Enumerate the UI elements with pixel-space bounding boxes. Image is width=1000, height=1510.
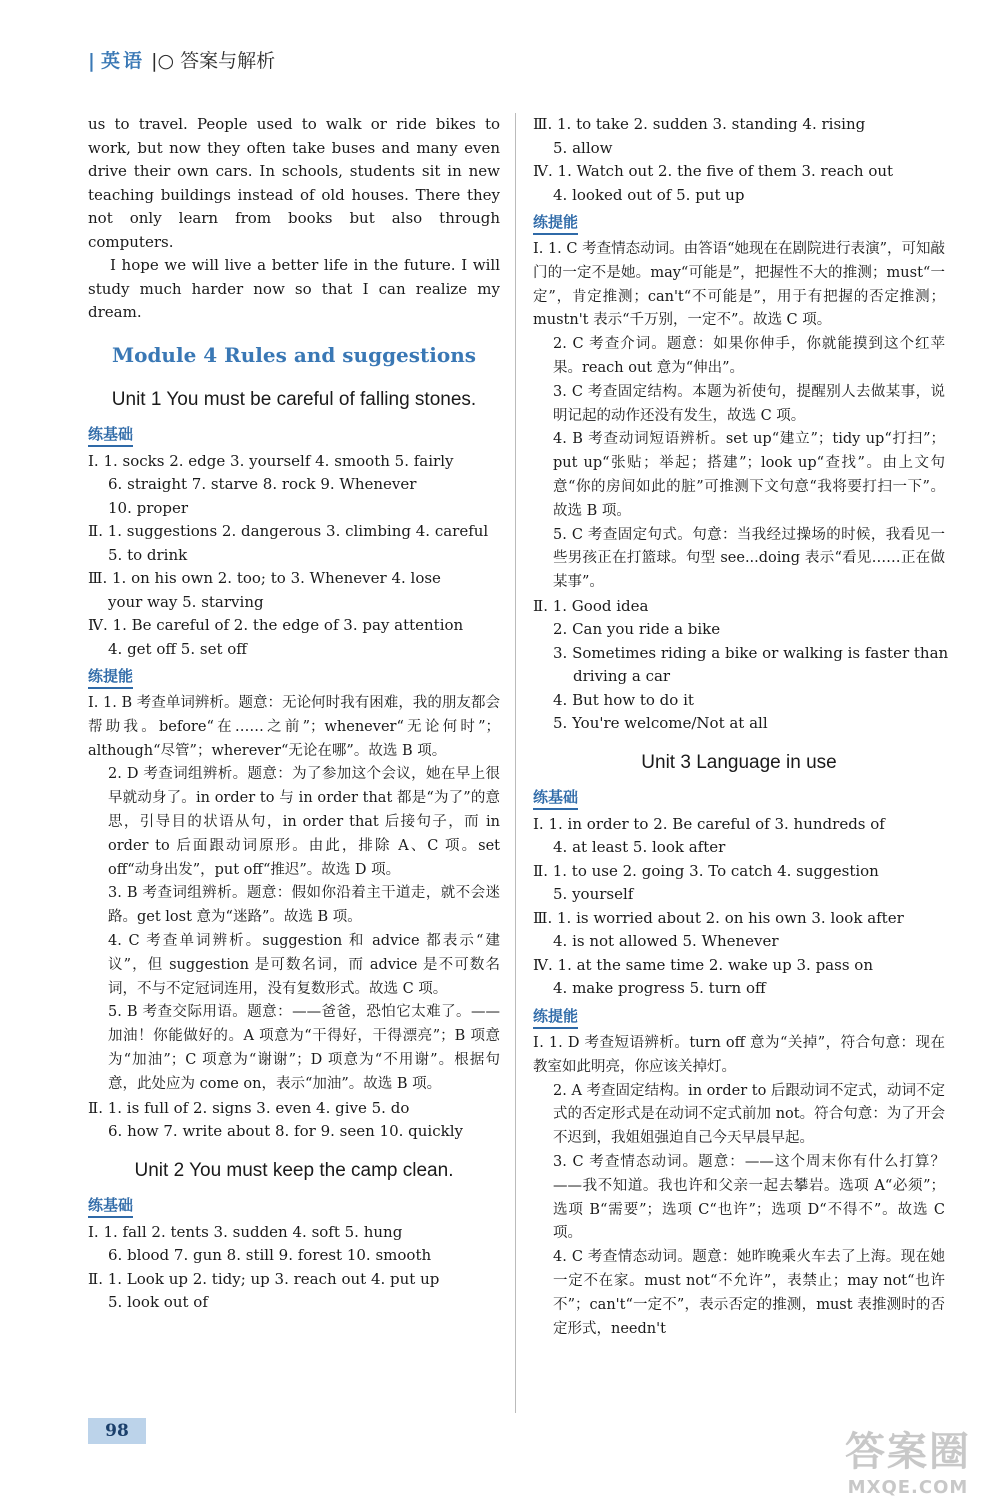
unit3-basic-answers [533, 813, 945, 1001]
answer-line: your way 5. starving [108, 592, 264, 611]
answer-line: 2. Can you ride a bike [553, 620, 721, 639]
unit2-skill-answers [533, 238, 949, 736]
answer-line: Ⅱ. 1. to use 2. going 3. To catch 4. suggestion [533, 861, 879, 880]
answer-line: 4. But how to do it [553, 690, 694, 709]
explanation: 5. C 考查固定句式。句意：当我经过操场的时候，我看见一些男孩正在打篮球。句型 see...doing 表示“看见……正在做某事”。 [553, 526, 945, 591]
answer-line: 4. looked out of 5. put up [553, 185, 745, 204]
answer-line: Ⅱ. 1. Good idea [533, 596, 649, 615]
answer-line: 4. make progress 5. turn off [553, 979, 766, 998]
essay-paragraph: I hope we will live a better life in the future. I will study much harder now so that I can realize my dream. [88, 256, 500, 321]
explanation: 2. C 考查介词。题意：如果你伸手，你就能摸到这个红苹果。reach out 意为“伸出”。 [553, 336, 945, 376]
explanation: 3. B 考查词组辨析。题意：假如你沿着主干道走，就不会迷路。get lost 意为“迷路”。故选 B 项。 [108, 885, 500, 926]
page-number: 98 [88, 1418, 146, 1444]
answer-line: Ⅳ. 1. Watch out 2. the five of them 3. reach out [533, 162, 894, 180]
answer-line: 5. allow [553, 138, 613, 157]
unit1-basic-answers [88, 450, 500, 662]
explanation: 2. A 考查固定结构。in order to 后跟动词不定式，动词不定式的否定形式是在动词不定式前加 not。符合句意：为了开会不迟到，我姐姐强迫自己今天早晨早起。 [553, 1082, 945, 1147]
unit2-title: Unit 2 You must keep the camp clean. [134, 1159, 454, 1181]
answer-line: 4. get off 5. set off [108, 639, 247, 658]
section-tag-skill: 练提能 [533, 1005, 578, 1029]
answer-line: Ⅳ. 1. Be careful of 2. the edge of 3. pay attention [88, 616, 464, 634]
column-divider [515, 113, 516, 1413]
essay-paragraph: us to travel. People used to walk or ride bikes to work, but now they often take buses and many even drive their own cars. In schools, students sit in new teaching buildings instead of old houses. There they not only learn from books but also through computers. [88, 115, 500, 251]
answer-line: 5. yourself [553, 885, 634, 904]
explanation: Ⅰ. 1. B 考查单词辨析。题意：无论何时我有困难，我的朋友都会帮助我。before“在……之前”；whenever“无论何时”；although“尽管”；wherever“无论在哪”。故选 B 项。 [88, 695, 500, 759]
header-bar: | [88, 50, 95, 72]
explanation: 2. D 考查词组辨析。题意：为了参加这个会议，她在早上很早就动身了。in order to 与 in order that 都是“为了”的意思，引导目的状语从句，in order that 后接句子，而 in order to 后面跟动词原形。由此，排除 A、C 项。set off“动身出发”，put off“推迟”。故选 D 项。 [108, 766, 500, 878]
answer-line: 3. Sometimes riding a bike or walking is faster than [553, 643, 949, 662]
answer-line: Ⅰ. 1. in order to 2. Be careful of 3. hundreds of [533, 814, 885, 833]
explanation: Ⅰ. 1. C 考查情态动词。由答语“她现在在剧院进行表演”，可知敲门的一定不是她。may“可能是”，把握性不大的推测；must“一定”，肯定推测；can't“不可能是”，用于有把握的否定推测；mustn't 表示“千万别，一定不”。故选 C 项。 [533, 241, 945, 329]
answer-line: 4. at least 5. look after [553, 838, 726, 857]
answer-line: 6. blood 7. gun 8. still 9. forest 10. smooth [108, 1246, 432, 1265]
header-separator: |○ [151, 50, 175, 72]
answer-line: Ⅰ. 1. socks 2. edge 3. yourself 4. smooth 5. fairly [88, 451, 454, 470]
module-title: Module 4 Rules and suggestions [111, 342, 477, 367]
unit3-skill-answers [533, 1032, 945, 1341]
answer-line: 5. look out of [108, 1293, 208, 1312]
answer-line: driving a car [573, 667, 671, 686]
unit1-skill-answers [88, 692, 500, 1144]
answer-line: Ⅱ. 1. Look up 2. tidy; up 3. reach out 4. put up [88, 1269, 440, 1288]
answer-line: Ⅲ. 1. to take 2. sudden 3. standing 4. rising [533, 115, 866, 133]
answer-line: 6. straight 7. starve 8. rock 9. Whenever [108, 475, 417, 493]
watermark-logo [828, 1420, 988, 1498]
explanation: 4. B 考查动词短语辨析。set up“建立”；tidy up“打扫”；put up“张贴；举起；搭建”；look up“查找”。由上文句意“你的房间如此的脏”可推测下文句意“我将要打扫一下”。故选 B 项。 [553, 431, 945, 519]
answer-line: Ⅱ. 1. is full of 2. signs 3. even 4. give 5. do [88, 1098, 410, 1117]
explanation: Ⅰ. 1. D 考查短语辨析。turn off 意为“关掉”，符合句意：现在教室如此明亮，你应该关掉灯。 [533, 1034, 945, 1075]
answer-line: 5. You're welcome/Not at all [553, 714, 768, 733]
watermark-url: MXQE.COM [847, 1477, 969, 1498]
answer-line: Ⅳ. 1. at the same time 2. wake up 3. pass on [533, 955, 873, 974]
unit3-title: Unit 3 Language in use [641, 751, 837, 773]
watermark-text: 答案圈 [845, 1429, 971, 1475]
section-tag-skill: 练提能 [533, 211, 578, 235]
answer-line: 6. how 7. write about 8. for 9. seen 10. quickly [108, 1122, 463, 1141]
page-header [88, 46, 275, 73]
answer-line: Ⅲ. 1. is worried about 2. on his own 3. look after [533, 908, 904, 927]
explanation: 3. C 考查情态动词。题意：——这个周末你有什么打算？——我不知道。我也许和父亲一起去攀岩。选项 A“必须”；选项 B“需要”；选项 C“也许”；选项 D“不得不”。故选 C 项。 [553, 1153, 945, 1242]
answer-line: Ⅱ. 1. suggestions 2. dangerous 3. climbing 4. careful [88, 522, 489, 540]
answer-line: Ⅰ. 1. fall 2. tents 3. sudden 4. soft 5. hung [88, 1222, 403, 1241]
left-column [88, 113, 500, 1315]
answer-line: 10. proper [108, 498, 189, 517]
section-tag-basic: 练基础 [88, 1194, 133, 1218]
explanation: 3. C 考查固定结构。本题为祈使句，提醒别人去做某事，说明记起的动作还没有发生，故选 C 项。 [553, 383, 945, 424]
header-title: 答案与解析 [180, 50, 276, 72]
answer-line: Ⅲ. 1. on his own 2. too; to 3. Whenever 4. lose [88, 569, 441, 587]
unit2-basic-answers-cont [533, 113, 945, 207]
explanation: 4. C 考查情态动词。题意：她昨晚乘火车去了上海。现在她一定不在家。must not“不允许”，表禁止；may not“也许不”；can't“一定不”，表示否定的推测，must 表推测时的否定形式，needn't [553, 1249, 945, 1337]
section-tag-basic: 练基础 [88, 423, 133, 447]
section-tag-skill: 练提能 [88, 665, 133, 689]
answer-line: 4. is not allowed 5. Whenever [553, 932, 779, 951]
answer-line: 5. to drink [108, 545, 188, 564]
explanation: 4. C 考查单词辨析。suggestion 和 advice 都表示“建议”，但 suggestion 是可数名词，而 advice 是不可数名词，不与不定冠词连用，没有复数形式。故选 C 项。 [108, 932, 500, 997]
section-tag-basic: 练基础 [533, 786, 578, 810]
unit1-title: Unit 1 You must be careful of falling stones. [111, 388, 477, 410]
unit2-basic-answers [88, 1221, 500, 1315]
header-subject: 英语 [101, 50, 146, 72]
explanation: 5. B 考查交际用语。题意：——爸爸，恐怕它太难了。——加油！你能做好的。A 项意为“干得好，干得漂亮”；B 项意为“加油”；C 项意为“谢谢”；D 项意为“不用谢”。根据句意，此处应为 come on，表示“加油”。故选 B 项。 [108, 1004, 500, 1092]
right-column [533, 113, 949, 1341]
